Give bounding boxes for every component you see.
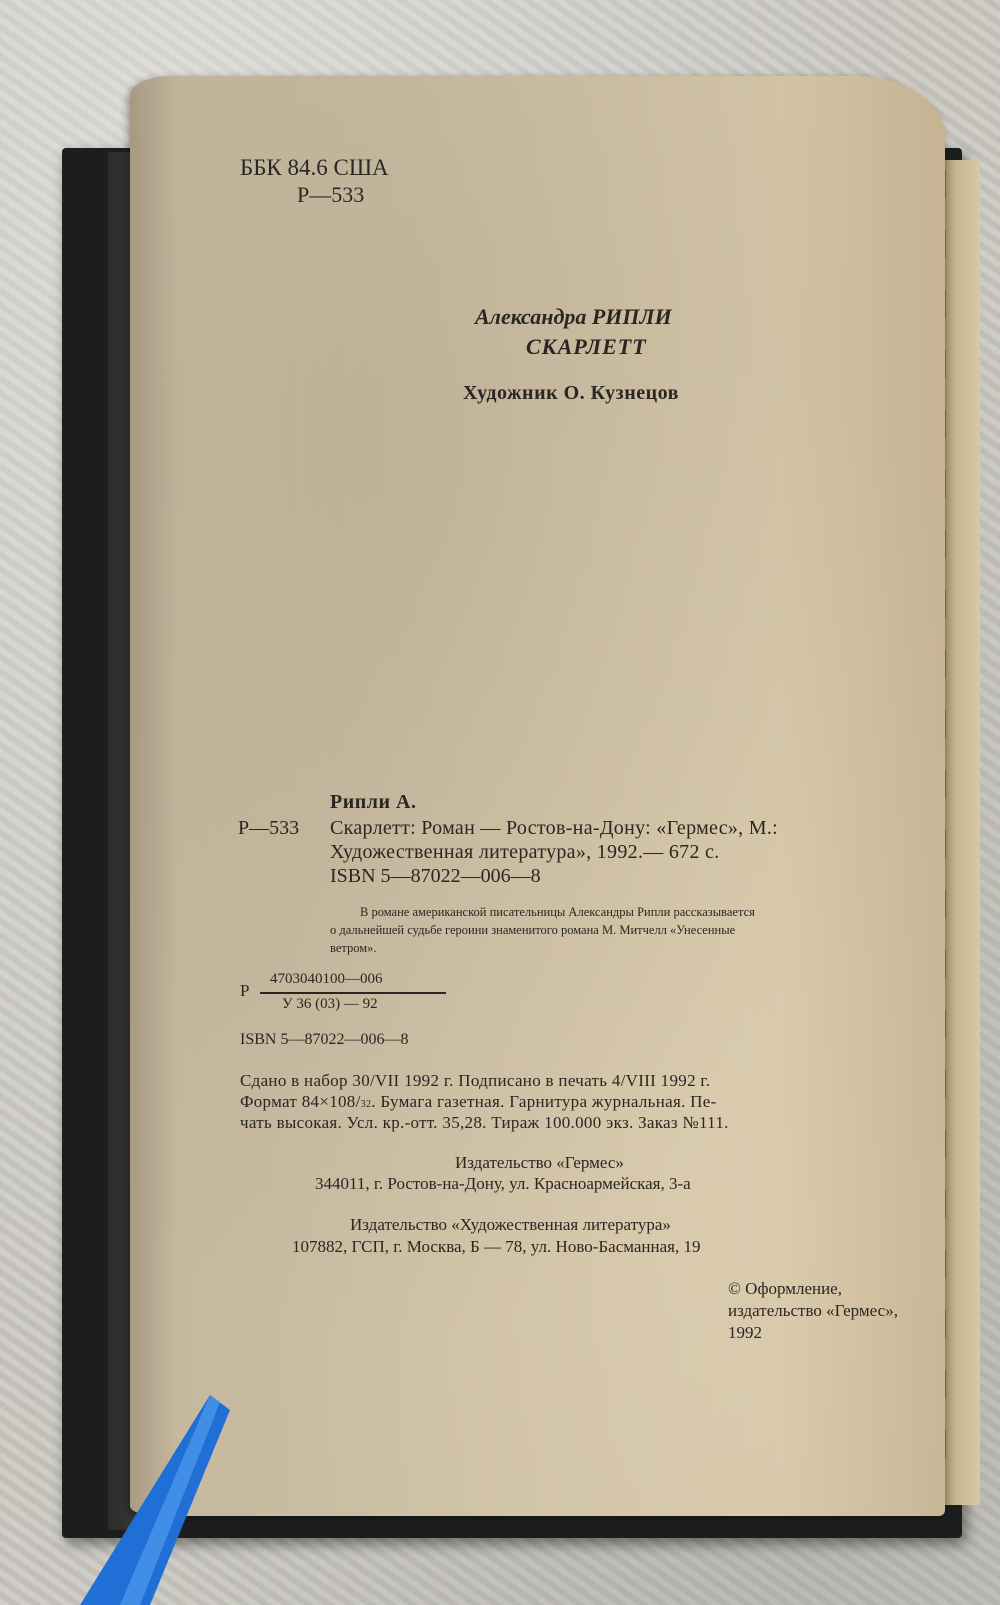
catalog-code-top: Р—533 <box>297 182 365 207</box>
imprint-line-1: Сдано в набор 30/VII 1992 г. Подписано в печать 4/VIII 1992 г. <box>240 1071 711 1090</box>
annotation-line-1: В романе американской писательницы Александры Рипли рассказывается <box>360 905 755 919</box>
imprint-line-2 <box>240 1093 717 1110</box>
publisher1-address: 344011, г. Ростов-на-Дону, ул. Красноармейская, 3-а <box>315 1174 691 1193</box>
imprint-paper-info: . Бумага газетная. Гарнитура журнальная. Пе- <box>371 1092 717 1111</box>
fraction-denominator: У 36 (03) — 92 <box>282 996 378 1012</box>
author-name: Александра РИПЛИ <box>475 304 672 329</box>
imprint-format-value: 108/ <box>329 1092 361 1111</box>
book-title: СКАРЛЕТТ <box>526 334 647 359</box>
fraction-bar <box>260 992 446 994</box>
isbn-repeat: ISBN 5—87022—006—8 <box>240 1031 409 1048</box>
publisher2-name: Издательство «Художественная литература» <box>350 1215 671 1234</box>
catalog-line-2: Художественная литература», 1992.— 672 с. <box>330 841 720 863</box>
right-page-edge <box>940 160 980 1505</box>
imprint-format-subscript: 32 <box>360 1099 372 1110</box>
catalog-line-1: Скарлетт: Роман — Ростов-на-Дону: «Гермес», М.: <box>330 817 779 839</box>
imprint-format-label: Формат 84 <box>240 1092 320 1111</box>
catalog-author: Рипли А. <box>330 791 417 813</box>
copyright-line-3: 1992 <box>728 1323 762 1342</box>
title-verso-page <box>130 76 945 1516</box>
blue-pen <box>60 1390 260 1605</box>
fraction-letter: Р <box>240 981 250 1000</box>
imprint-line-3: чать высокая. Усл. кр.-отт. 35,28. Тираж 100.000 экз. Заказ №111. <box>240 1113 729 1132</box>
bbk-code: ББК 84.6 США <box>240 155 389 180</box>
illustrator-credit: Художник О. Кузнецов <box>463 382 679 404</box>
annotation-line-3: ветром». <box>330 941 377 955</box>
fraction-numerator: 4703040100—006 <box>270 971 383 987</box>
copyright-line-2: издательство «Гермес», <box>728 1301 898 1320</box>
catalog-isbn: ISBN 5—87022—006—8 <box>330 865 541 887</box>
annotation-line-2: о дальнейшей судьбе героини знаменитого романа М. Митчелл «Унесенные <box>330 923 736 937</box>
copyright-line-1: © Оформление, <box>728 1279 842 1298</box>
publisher2-address: 107882, ГСП, г. Москва, Б — 78, ул. Ново-Басманная, 19 <box>292 1237 701 1256</box>
catalog-code: Р—533 <box>238 817 300 839</box>
publisher1-name: Издательство «Гермес» <box>455 1153 624 1172</box>
imprint-times-sign: × <box>319 1092 330 1111</box>
